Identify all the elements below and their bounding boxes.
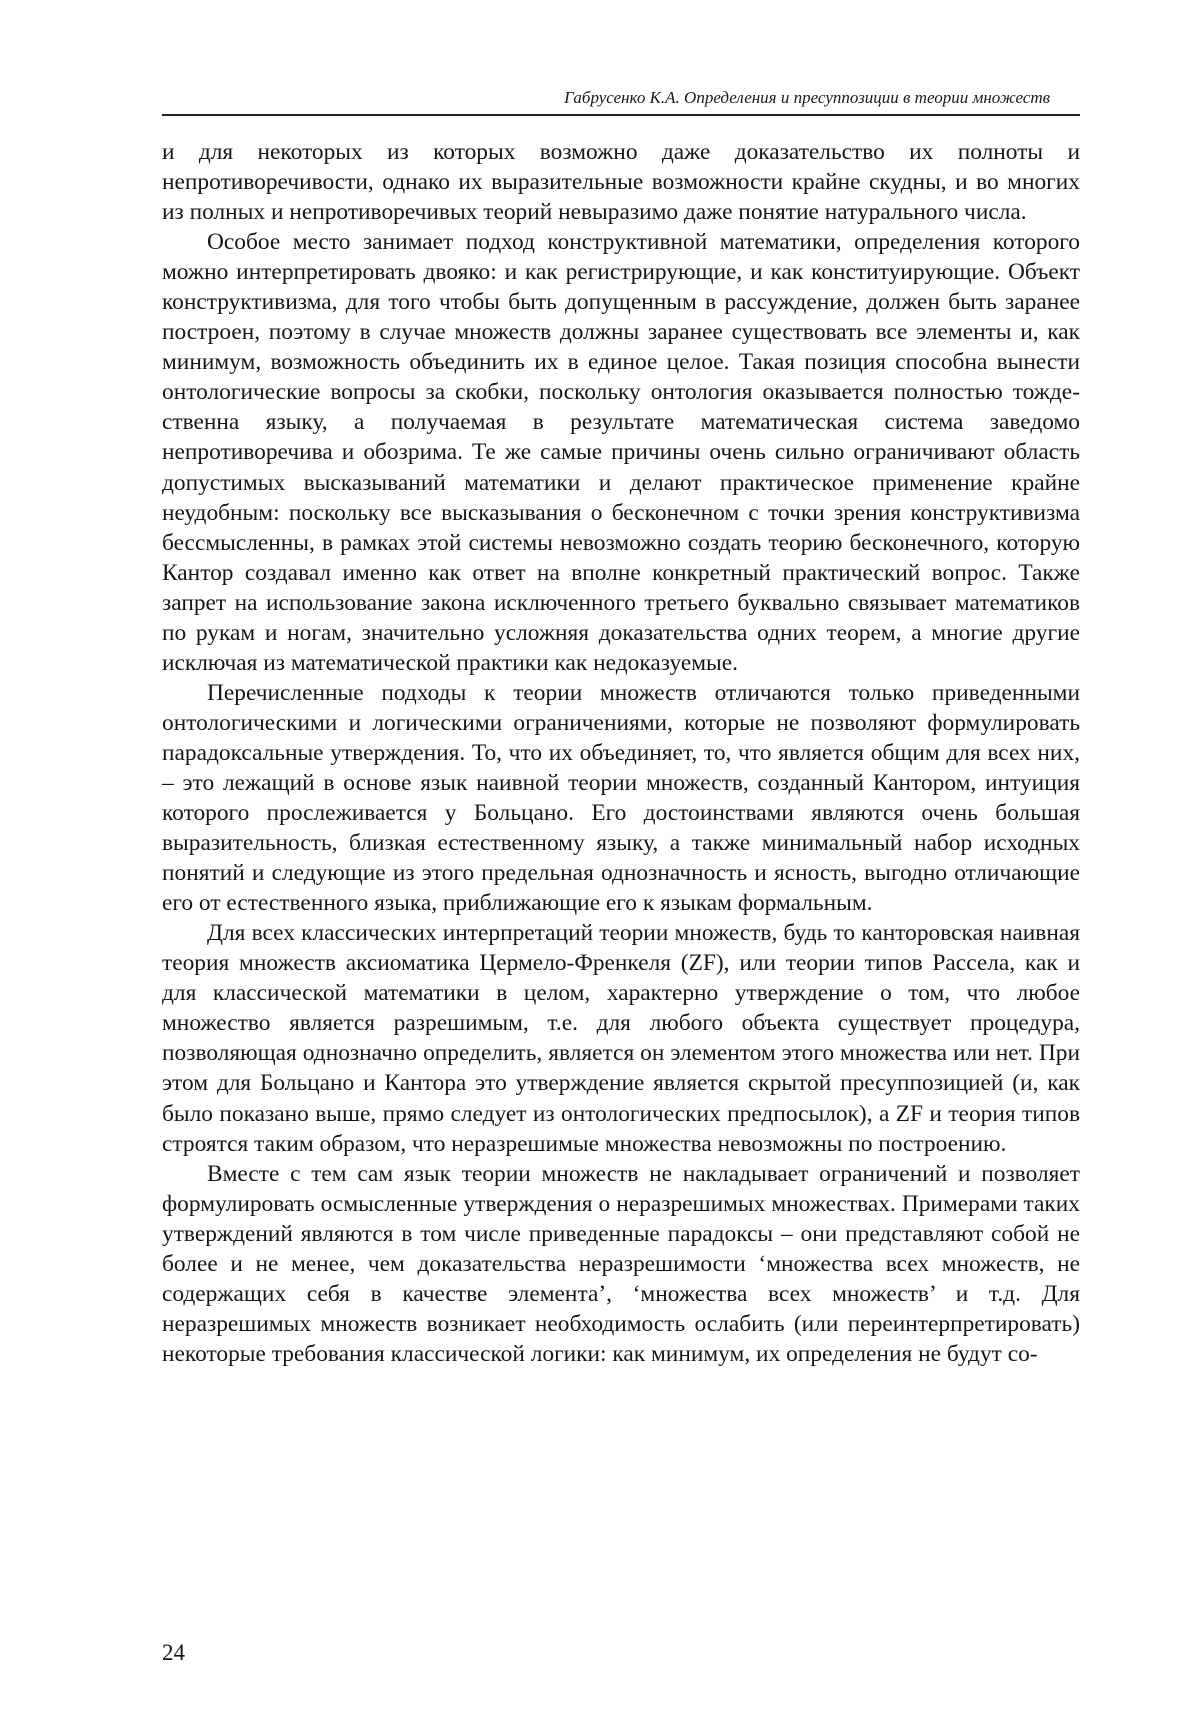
body-text xyxy=(162,137,1080,1369)
paragraph: Особое место занимает подход конструктивной математики, определения которого можно интерпретировать двояко: и как регистрирующие, и как конституирующие. Объект конструктивизма, для того чтобы быть допущенным в рассуждение, должен быть заранее построен, поэтому в случае множеств должны заранее существовать все элементы и, как минимум, возможность объединить их в единое целое. Такая позиция способна вынести онтологические вопросы за скобки, поскольку онтология оказывается полностью тождественна языку, а получаемая в результате математическая система заведомо непротиворечива и обозрима. Те же самые причины очень сильно ограничивают область допустимых высказываний математики и делают практическое применение крайне неудобным: поскольку все высказывания о бесконечном с точки зрения конструктивизма бессмысленны, в рамках этой системы невозможно создать теорию бесконечного, которую Кантор создавал именно как ответ на вполне конкретный практический вопрос. Также запрет на использование закона исключенного третьего буквально связывает математиков по рукам и ногам, значительно усложняя доказательства одних теорем, а многие другие исключая из математической практики как недоказуемые. xyxy=(162,229,1080,676)
running-header: Габрусенко К.А. Определения и пресуппозиции в теории множеств xyxy=(564,88,1050,107)
page-number: 24 xyxy=(162,1640,185,1665)
paragraph-continued: и для некоторых из которых возможно даже доказательство их полноты и непротиворечивости, однако их выразительные возможности крайне скудны, и во многих из полных и непротиворечивых теорий невыразимо даже понятие натурального числа. xyxy=(162,139,1080,226)
paragraph: Для всех классических интерпретаций теории множеств, будь то канторовская наивная теория множеств аксиоматика Цермело-Френкеля (ZF), или теории типов Рассела, как и для классической математики в целом, характерно утверждение о том, что любое множество является разрешимым, т.е. для любого объекта существует процедура, позволяющая однозначно определить, является он элементом этого множества или нет. При этом для Больцано и Кантора это утверждение является скрытой пресуппозицией (и, как было показано выше, прямо следует из онтологических предпосылок), а ZF и теория типов строятся таким образом, что неразрешимые множества невозможны по построению. xyxy=(162,920,1080,1157)
paragraph: Перечисленные подходы к теории множеств отличаются только приведенными онтологическими и логическими ограничениями, которые не позволяют формулировать парадоксальные утверждения. То, что их объединяет, то, что является общим для всех них, – это лежащий в основе язык наивной теории множеств, созданный Кантором, интуиция которого прослеживается у Больцано. Его достоинствами являются очень большая выразительность, близкая естественному языку, а также минимальный набор исходных понятий и следующие из этого предельная однозначность и ясность, выгодно отличающие его от естественного языка, приближающие его к языкам формальным. xyxy=(162,679,1080,917)
paragraph: Вместе с тем сам язык теории множеств не накладывает ограничений и позволяет формулировать осмысленные утверждения о неразрешимых множествах. Примерами таких утверждений являются в том числе приведенные парадоксы – они представляют собой не более и не менее, чем доказательства неразрешимости ‘множества всех множеств, не содержащих себя в качестве элемента’, ‘множества всех множеств’ и т.д. Для неразрешимых множеств возникает необходимость ослабить (или переинтерпретировать) некоторые требования классической логики: как минимум, их определения не будут со- xyxy=(162,1160,1080,1367)
header-divider xyxy=(162,114,1080,116)
